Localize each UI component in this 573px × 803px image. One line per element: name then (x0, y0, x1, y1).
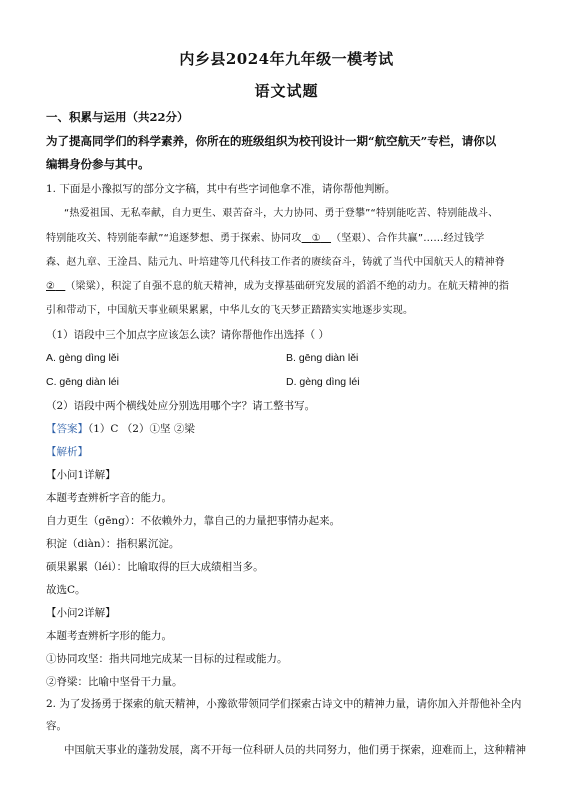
blank-1-label: ① (311, 233, 321, 244)
question-2-stem-line-1: 2. 为了发扬勇于探索的航天精神，小豫欲带领同学们探索古诗文中的精神力量，请你加入并帮他补全内 (46, 698, 522, 710)
sub-question-1: （1）语段中三个加点字应该怎么读？请你帮他作出选择（ ） (46, 329, 330, 341)
part-2-line-3: ②脊梁：比喻中坚骨干力量。 (46, 676, 183, 688)
answer-row (46, 422, 546, 436)
section-intro-line-2: 编辑身份参与其中。 (46, 157, 150, 171)
section-heading: 一、积累与运用（共22分） (46, 110, 189, 124)
part-2-line-1: 本题考查辨析字形的能力。 (46, 630, 172, 642)
option-d: D. gèng dìng léi (286, 376, 360, 388)
part-2-line-2: ①协同攻坚：指共同地完成某一目标的过程或能力。 (46, 653, 288, 665)
question-1-stem: 1. 下面是小豫拟写的部分文字稿，其中有些字词他拿不准，请你帮他判断。 (46, 183, 396, 195)
passage-line-2-tail: （坚艰）、合作共赢”……经过钱学 (331, 233, 485, 244)
option-b: B. gēng diàn lěi (286, 352, 359, 364)
question-2-passage-line-1: 中国航天事业的蓬勃发展，离不开每一位科研人员的共同努力，他们勇于探索，迎难而上，这种精神 (64, 744, 526, 756)
passage-line-5: 引和带动下，中国航天事业硕果累累，中华儿女的飞天梦正踏踏实实地逐步实现。 (46, 305, 414, 316)
passage-line-4 (46, 280, 546, 294)
answer-tag: 【答案】 (46, 423, 88, 435)
passage-line-2 (46, 232, 546, 246)
part-2-tag: 【小问2详解】 (46, 607, 116, 619)
part-1-line-1: 本题考查辨析字音的能力。 (46, 492, 172, 504)
blank-1 (302, 233, 331, 244)
part-1-line-4: 硕果累累（léi）：比喻取得的巨大成绩相当多。 (46, 561, 264, 573)
question-2-stem-line-2: 容。 (46, 720, 67, 732)
exam-subtitle: 语文试题 (254, 82, 319, 100)
passage-line-1: “热爱祖国、无私奉献，自力更生、艰苦奋斗，大力协同、勇于登攀”“特别能吃苦、特别能战斗、 (64, 208, 499, 219)
exam-title: 内乡县2024年九年级一模考试 (179, 50, 394, 68)
part-1-tag: 【小问1详解】 (46, 469, 116, 481)
section-intro-line-1: 为了提高同学们的科学素养，你所在的班级组织为校刊设计一期“航空航天”专栏，请你以 (46, 134, 497, 148)
sub-question-2: （2）语段中两个横线处应分别选用哪个字？请工整书写。 (46, 400, 316, 412)
option-a: A. gèng dìng lěi (46, 352, 119, 364)
option-c: C. gēng diàn léi (46, 376, 119, 388)
blank-2-label: ② (46, 281, 56, 292)
part-1-line-3: 积淀（diàn）：指积累沉淀。 (46, 538, 180, 550)
analysis-tag: 【解析】 (46, 446, 88, 458)
part-1-line-5: 故选C。 (46, 584, 86, 596)
part-1-line-2: 自力更生（gēng）：不依赖外力，靠自己的力量把事情办起来。 (46, 515, 341, 527)
answer-text: （1）C （2）①坚 ②梁 (88, 423, 195, 435)
blank-2 (46, 281, 65, 292)
passage-line-4-text: （梁粱），积淀了自强不息的航天精神，成为支撑基础研究发展的滔滔不绝的动力。在航天精神的指 (65, 281, 510, 292)
passage-line-3: 森、赵九章、王淦昌、陆元九、叶培建等几代科技工作者的赓续奋斗，铸就了当代中国航天人的精神脊 (46, 257, 505, 268)
passage-line-2-text: 特别能攻关、特别能奉献”“追逐梦想、勇于探索、协同攻 (46, 233, 302, 244)
